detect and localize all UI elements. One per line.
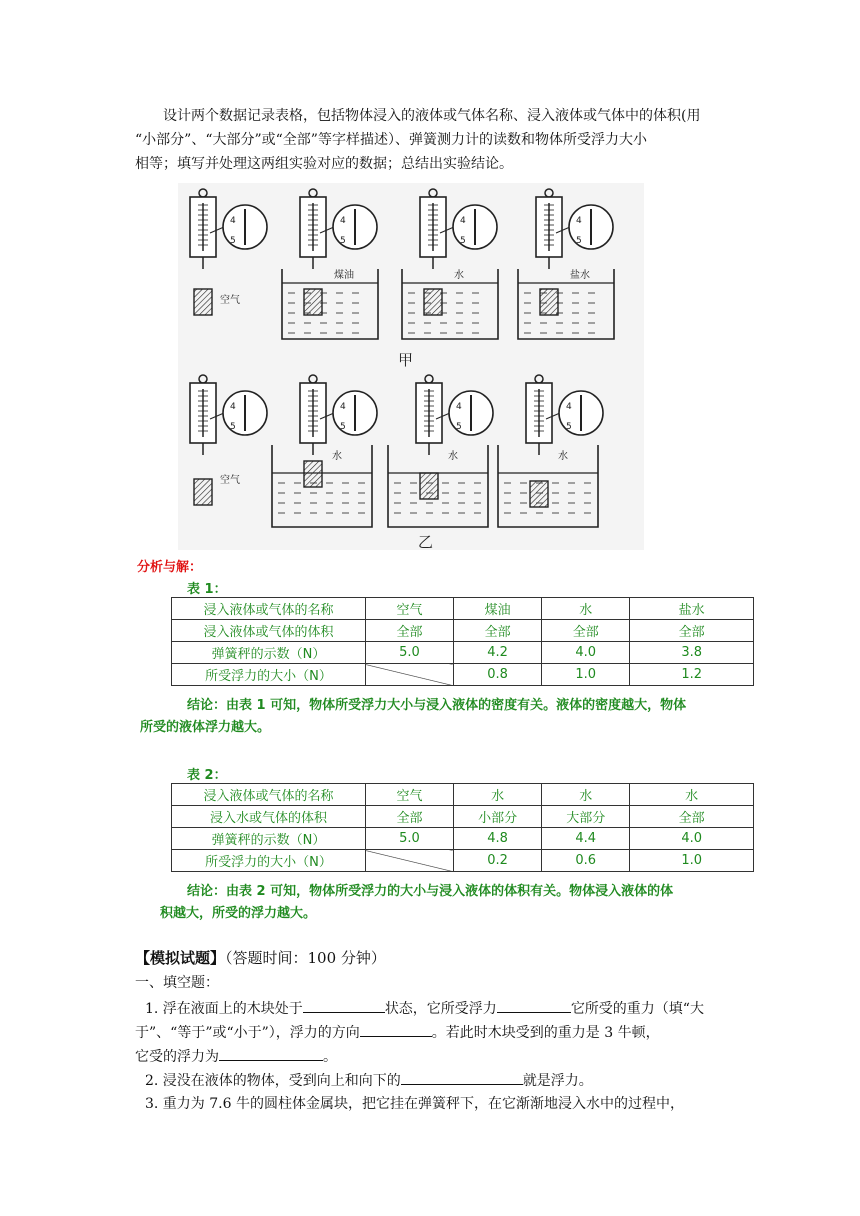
data-cell: 水 <box>542 598 630 620</box>
row2-balance-0-mark-4: 4 <box>230 402 236 412</box>
data-cell: 0.6 <box>542 850 630 872</box>
table-row <box>172 598 754 620</box>
q1-text-g: 。 <box>323 1049 337 1065</box>
table-row <box>172 784 754 806</box>
row2-block-3 <box>530 481 548 507</box>
row1-3-beaker <box>518 269 614 339</box>
data-cell: 盐水 <box>630 598 754 620</box>
data-cell: 0.8 <box>454 664 542 686</box>
data-cell: 全部 <box>542 620 630 642</box>
intro-line-3: 相等；填写并处理这两组实验对应的数据；总结出实验结论。 <box>135 156 513 172</box>
row2-balance-2-ring <box>425 375 433 383</box>
row2-balance-1-mark-4: 4 <box>340 402 346 412</box>
row2-block-0 <box>194 479 212 505</box>
table-row <box>172 642 754 664</box>
data-cell: 水 <box>454 784 542 806</box>
experiment-figure <box>178 183 644 550</box>
row-header-cell: 弹簧秤的示数（N） <box>172 828 366 850</box>
table-row <box>172 806 754 828</box>
table2-conclusion-line-1: 结论：由表 2 可知，物体所受浮力的大小与浸入液体的体积有关。物体浸入液体的体 <box>187 884 674 899</box>
row-header-cell: 浸入液体或气体的名称 <box>172 598 366 620</box>
row1-balance-2-mark-4: 4 <box>460 216 466 226</box>
question-1-line-1 <box>145 997 704 1018</box>
mock-title: 【模拟试题】 <box>135 949 226 967</box>
data-cell <box>365 664 453 686</box>
row1-balance-0-mark-5: 5 <box>230 236 236 246</box>
data-cell: 1.0 <box>542 664 630 686</box>
q1-blank-buoyancy[interactable] <box>219 1045 323 1061</box>
figure-label-yi: 乙 <box>418 533 434 551</box>
row1-balance-3-mark-4: 4 <box>576 216 582 226</box>
row1-balance-1-ring <box>309 189 317 197</box>
table1-conclusion-line-2: 所受的液体浮力越大。 <box>140 720 271 735</box>
row-header-cell: 浸入液体或气体的体积 <box>172 620 366 642</box>
q1-text-a: 1. 浮在液面上的木块处于 <box>145 1001 303 1017</box>
mock-header <box>135 947 386 968</box>
data-cell: 1.0 <box>630 850 754 872</box>
q1-blank-state[interactable] <box>303 997 385 1013</box>
data-cell: 空气 <box>365 598 453 620</box>
row1-block-0 <box>194 289 212 315</box>
data-cell: 小部分 <box>454 806 542 828</box>
row2-balance-0-ring <box>199 375 207 383</box>
row1-medium-label-2: 水 <box>454 270 464 281</box>
row2-balance-1-ring <box>309 375 317 383</box>
figure-label-jia: 甲 <box>398 351 414 369</box>
row2-balance-3-mark-4: 4 <box>566 402 572 412</box>
data-cell: 4.0 <box>542 642 630 664</box>
row2-medium-label-0: 空气 <box>220 475 240 486</box>
q2-blank[interactable] <box>401 1069 523 1085</box>
row1-balance-3-mark-5: 5 <box>576 236 582 246</box>
data-cell: 空气 <box>365 784 453 806</box>
data-cell: 0.2 <box>454 850 542 872</box>
table2-caption: 表 2： <box>187 768 227 783</box>
section-title: 一、填空题： <box>135 975 219 991</box>
data-cell: 5.0 <box>365 642 453 664</box>
data-cell: 全部 <box>454 620 542 642</box>
question-1-line-2 <box>135 1021 660 1042</box>
table1-conclusion-line-1: 结论：由表 1 可知，物体所受浮力大小与浸入液体的密度有关。液体的密度越大，物体 <box>187 698 687 713</box>
data-cell: 水 <box>542 784 630 806</box>
data-cell: 4.2 <box>454 642 542 664</box>
data-cell: 全部 <box>630 620 754 642</box>
row1-balance-1-mark-5: 5 <box>340 236 346 246</box>
data-cell: 3.8 <box>630 642 754 664</box>
row2-block-2 <box>420 473 438 499</box>
q1-text-e: 。若此时木块受到的重力是 3 牛顿， <box>431 1025 660 1041</box>
row2-medium-label-2: 水 <box>448 451 458 462</box>
q1-text-d: 于”、“等于”或“小于”），浮力的方向 <box>135 1025 360 1041</box>
row-header-cell: 所受浮力的大小（N） <box>172 850 366 872</box>
analysis-title: 分析与解： <box>137 560 203 575</box>
row1-balance-1-mark-4: 4 <box>340 216 346 226</box>
row1-balance-2-ring <box>429 189 437 197</box>
row2-medium-label-3: 水 <box>558 451 568 462</box>
data-cell: 煤油 <box>454 598 542 620</box>
row1-block-1 <box>304 289 322 315</box>
mock-time: （答题时间：100 分钟） <box>225 949 386 967</box>
row2-balance-2-mark-5: 5 <box>456 422 462 432</box>
row-header-cell: 所受浮力的大小（N） <box>172 664 366 686</box>
row1-medium-label-0: 空气 <box>220 295 240 306</box>
data-cell: 5.0 <box>365 828 453 850</box>
data-cell: 大部分 <box>542 806 630 828</box>
table1-caption: 表 1： <box>187 582 227 597</box>
table-row <box>172 850 754 872</box>
question-2 <box>145 1069 593 1090</box>
row1-balance-0-ring <box>199 189 207 197</box>
data-cell <box>365 850 453 872</box>
table-row <box>172 664 754 686</box>
table2-conclusion-line-2: 积越大，所受的浮力越大。 <box>160 906 317 921</box>
row-header-cell: 浸入水或气体的体积 <box>172 806 366 828</box>
intro-line-2: “小部分”、“大部分”或“全部”等字样描述）、弹簧测力计的读数和物体所受浮力大小 <box>135 132 647 148</box>
row2-balance-3-ring <box>535 375 543 383</box>
row1-balance-0-mark-4: 4 <box>230 216 236 226</box>
intro-line-1: 设计两个数据记录表格，包括物体浸入的液体或气体名称、浸入液体或气体中的体积(用 <box>163 108 701 124</box>
q1-text-f: 它受的浮力为 <box>135 1049 219 1065</box>
q1-blank-direction[interactable] <box>360 1021 432 1037</box>
row1-medium-label-1: 煤油 <box>334 270 354 281</box>
row1-balance-2-mark-5: 5 <box>460 236 466 246</box>
q1-text-c: 它所受的重力（填“大 <box>570 1001 704 1017</box>
row2-balance-1-mark-5: 5 <box>340 422 346 432</box>
table-2 <box>171 783 754 872</box>
question-3: 3. 重力为 7.6 牛的圆柱体金属块，把它挂在弹簧秤下，在它渐渐地浸入水中的过程中， <box>145 1096 684 1112</box>
row2-block-1 <box>304 461 322 487</box>
row1-balance-3-ring <box>545 189 553 197</box>
table-row <box>172 620 754 642</box>
row2-medium-label-1: 水 <box>332 451 342 462</box>
row1-1-beaker <box>282 269 378 339</box>
data-cell: 全部 <box>630 806 754 828</box>
q1-blank-compare[interactable] <box>497 997 571 1013</box>
data-cell: 水 <box>630 784 754 806</box>
data-cell: 全部 <box>365 806 453 828</box>
row1-2-beaker <box>402 269 498 339</box>
row-header-cell: 浸入液体或气体的名称 <box>172 784 366 806</box>
table-1 <box>171 597 754 686</box>
row1-block-3 <box>540 289 558 315</box>
question-1-line-3 <box>135 1045 337 1066</box>
row1-block-2 <box>424 289 442 315</box>
data-cell: 4.4 <box>542 828 630 850</box>
row2-balance-0-mark-5: 5 <box>230 422 236 432</box>
row2-balance-2-mark-4: 4 <box>456 402 462 412</box>
data-cell: 4.8 <box>454 828 542 850</box>
q2-text-a: 2. 浸没在液体的物体，受到向上和向下的 <box>145 1073 401 1089</box>
data-cell: 全部 <box>365 620 453 642</box>
data-cell: 4.0 <box>630 828 754 850</box>
row-header-cell: 弹簧秤的示数（N） <box>172 642 366 664</box>
table-row <box>172 828 754 850</box>
q1-text-b: 状态，它所受浮力 <box>384 1001 497 1017</box>
q2-text-b: 就是浮力。 <box>522 1073 593 1089</box>
row1-medium-label-3: 盐水 <box>570 270 590 281</box>
data-cell: 1.2 <box>630 664 754 686</box>
row2-balance-3-mark-5: 5 <box>566 422 572 432</box>
